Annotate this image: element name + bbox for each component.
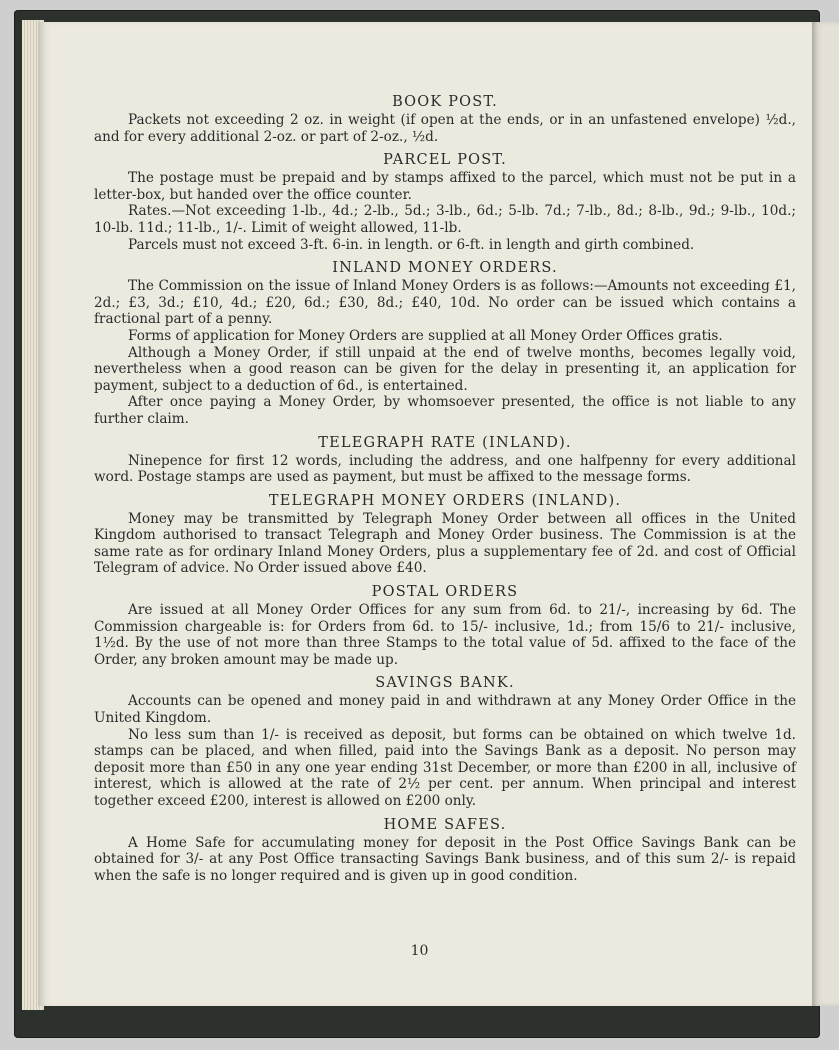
page-number: 10 [410, 943, 429, 959]
section-heading-telegraph-money-orders: TELEGRAPH MONEY ORDERS (INLAND). [268, 492, 622, 509]
section-heading-postal-orders: POSTAL ORDERS [371, 584, 519, 601]
paragraph: No less sum than 1/- is received as deposit, but forms can be obtained on which twelve 1d. stamps can be placed, and when filled, paid into the Savings Bank as a deposit. No person may deposit more than £50 in any one year ending 31st December, or more than £200 in all, inclusive of interest, which is allowed at the rate of 2½ per cent. per annum. When principal and interest together exceed £200, interest is allowed on £200 only. [94, 726, 796, 809]
paragraph: Rates.—Not exceeding 1-lb., 4d.; 2-lb., 5d.; 3-lb., 6d.; 5-lb. 7d.; 7-lb., 8d.; 8-lb., 9d.; 9-lb., 10d.; 10-lb. 11d.; 11-lb., 1/-. Limit of weight allowed, 11-lb. [94, 203, 796, 236]
paragraph: Although a Money Order, if still unpaid at the end of twelve months, becomes legally void, nevertheless when a good reason can be given for the delay in presenting it, an application for payment, subject to a deduction of 6d., is entertained. [94, 344, 796, 394]
paragraph: After once paying a Money Order, by whomsoever presented, the office is not liable to any further claim. [94, 394, 796, 427]
paragraph: Money may be transmitted by Telegraph Money Order between all offices in the United Kingdom authorised to transact Telegraph and Money Order business. The Commission is at the same rate as for ordinary Inland Money Orders, plus a supplementary fee of 2d. and cost of Official Telegram of advice. No Order issued above £40. [94, 510, 796, 577]
paragraph: Forms of application for Money Orders are supplied at all Money Order Offices gratis. [128, 327, 723, 344]
paragraph: Accounts can be opened and money paid in and withdrawn at any Money Order Office in the United Kingdom. [94, 693, 796, 727]
section-heading-home-safes: HOME SAFES. [383, 816, 507, 833]
section-heading-inland-money-orders: INLAND MONEY ORDERS. [332, 260, 558, 277]
section-heading-parcel-post: PARCEL POST. [383, 152, 507, 169]
page-content [94, 93, 796, 884]
paragraph: Parcels must not exceed 3-ft. 6-in. in length. or 6-ft. in length and girth combined. [128, 236, 695, 253]
paragraph: A Home Safe for accumulating money for deposit in the Post Office Savings Bank can be obtained for 3/- at any Post Office transacting Savings Bank business, and of this sum 2/- is repaid when the safe is no longer required and is given up in good condition. [94, 834, 796, 884]
section-heading-savings-bank: SAVINGS BANK. [375, 675, 515, 692]
paragraph: Are issued at all Money Order Offices for any sum from 6d. to 21/-, increasing by 6d. The Commission chargeable is: for Orders from 6d. to 15/- inclusive, 1d.; from 15/6 to 21/- inclusive, 1½d. By the use of not more than three Stamps to the total value of 5d. affixed to the face of the Order, any broken amount may be made up. [94, 602, 796, 668]
facing-page-edge [812, 22, 839, 1006]
section-heading-telegraph-rate: TELEGRAPH RATE (INLAND). [318, 434, 572, 451]
paragraph: The postage must be prepaid and by stamps affixed to the parcel, which must not be put in a letter-box, but handed over the office counter. [94, 170, 796, 203]
paragraph: Packets not exceeding 2 oz. in weight (if open at the ends, or in an unfastened envelope) ½d., and for every additional 2-oz. or part of 2-oz., ½d. [94, 112, 796, 145]
section-heading-book-post: BOOK POST. [392, 94, 498, 110]
paragraph: Ninepence for first 12 words, including the address, and one halfpenny for every additional word. Postage stamps are used as payment, but must be affixed to the message forms. [94, 452, 796, 486]
paragraph: The Commission on the issue of Inland Money Orders is as follows:—Amounts not exceeding £1, 2d.; £3, 3d.; £10, 4d.; £20, 6d.; £30, 8d.; £40, 10d. No order can be issued which contains a fractional part of a penny. [94, 278, 796, 328]
